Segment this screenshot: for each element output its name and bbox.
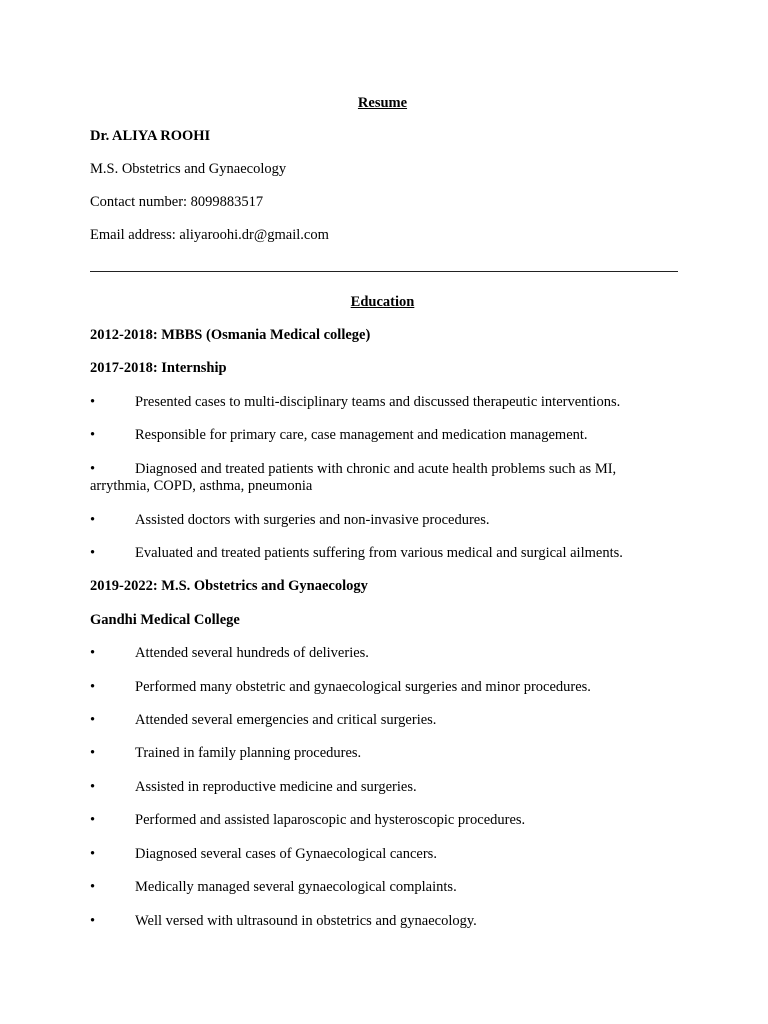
list-item	[90, 745, 690, 762]
list-item-text: Trained in family planning procedures.	[135, 745, 362, 761]
education-heading: Education	[350, 294, 415, 310]
list-item	[90, 779, 690, 796]
bullet-icon: •	[90, 512, 96, 528]
list-item-text: Evaluated and treated patients suffering from various medical and surgical ailments.	[135, 545, 623, 561]
bullet-icon: •	[90, 712, 96, 728]
bullet-icon: •	[90, 745, 96, 761]
contact-number: Contact number: 8099883517	[90, 194, 264, 210]
bullet-icon: •	[90, 812, 96, 828]
list-item	[90, 512, 690, 529]
list-item	[90, 427, 690, 444]
list-item-text: Performed many obstetric and gynaecological surgeries and minor procedures.	[135, 679, 591, 695]
list-item	[90, 879, 690, 896]
list-item	[90, 645, 690, 662]
list-item	[90, 712, 690, 729]
list-item	[90, 846, 690, 863]
list-item	[90, 812, 690, 829]
list-item-text: Performed and assisted laparoscopic and hysteroscopic procedures.	[135, 812, 526, 828]
list-item-text: Attended several hundreds of deliveries.	[135, 645, 369, 661]
list-item	[90, 913, 690, 930]
mbbs-entry: 2012-2018: MBBS (Osmania Medical college)	[90, 327, 371, 343]
list-item-text: Diagnosed and treated patients with chronic and acute health problems such as MI, arrythmia, COPD, asthma, pneumonia	[90, 461, 617, 494]
bullet-icon: •	[90, 879, 96, 895]
bullet-icon: •	[90, 461, 96, 477]
resume-title: Resume	[357, 95, 408, 111]
bullet-icon: •	[90, 645, 96, 661]
list-item-text: Diagnosed several cases of Gynaecological cancers.	[135, 846, 437, 862]
list-item-text: Medically managed several gynaecological complaints.	[135, 879, 457, 895]
list-item	[90, 394, 690, 411]
list-item-text: Well versed with ultrasound in obstetrics and gynaecology.	[135, 913, 477, 929]
candidate-degree: M.S. Obstetrics and Gynaecology	[90, 161, 287, 177]
internship-title: 2017-2018: Internship	[90, 360, 227, 376]
bullet-icon: •	[90, 779, 96, 795]
email-address: Email address: aliyaroohi.dr@gmail.com	[90, 227, 329, 243]
bullet-icon: •	[90, 427, 96, 443]
candidate-name: Dr. ALIYA ROOHI	[90, 128, 211, 144]
list-item	[90, 679, 690, 696]
horizontal-divider	[90, 271, 678, 272]
bullet-icon: •	[90, 679, 96, 695]
list-item-text: Attended several emergencies and critical surgeries.	[135, 712, 437, 728]
list-item-text: Assisted doctors with surgeries and non-invasive procedures.	[135, 512, 490, 528]
list-item	[90, 461, 660, 495]
bullet-icon: •	[90, 846, 96, 862]
bullet-icon: •	[90, 545, 96, 561]
list-item	[90, 545, 690, 562]
list-item-text: Presented cases to multi-disciplinary teams and discussed therapeutic interventions.	[135, 394, 621, 410]
ms-title: 2019-2022: M.S. Obstetrics and Gynaecology	[90, 578, 368, 594]
list-item-text: Assisted in reproductive medicine and surgeries.	[135, 779, 417, 795]
ms-college: Gandhi Medical College	[90, 612, 240, 628]
bullet-icon: •	[90, 913, 96, 929]
bullet-icon: •	[90, 394, 96, 410]
list-item-text: Responsible for primary care, case management and medication management.	[135, 427, 588, 443]
